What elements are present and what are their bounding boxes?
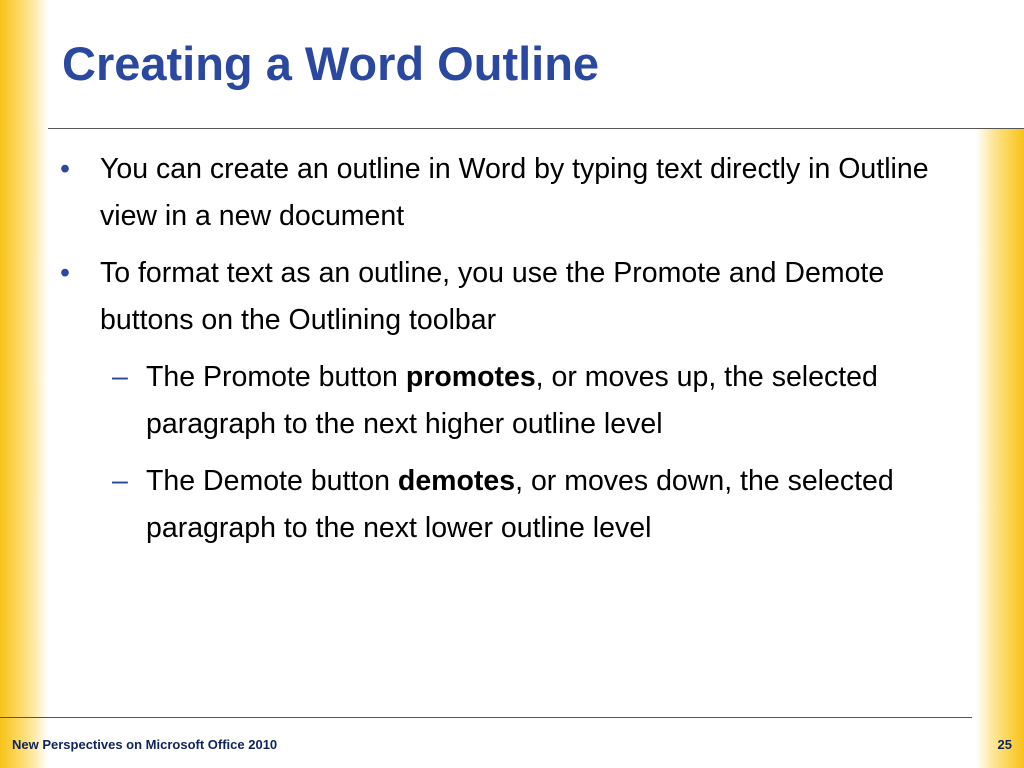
sub-bullet-text-before: The Promote button bbox=[146, 361, 406, 393]
sub-bullet-item bbox=[56, 354, 981, 448]
page-number: 25 bbox=[997, 737, 1012, 752]
bullet-marker: • bbox=[60, 257, 70, 289]
footer-divider bbox=[0, 717, 972, 718]
slide-title: Creating a Word Outline bbox=[62, 37, 600, 90]
sub-bullet-text-after: , or moves up, the selected paragraph to the next higher outline level bbox=[146, 361, 878, 440]
bullet-item bbox=[56, 146, 981, 240]
bullet-text: You can create an outline in Word by typing text directly in Outline view in a new document bbox=[100, 153, 929, 232]
title-divider bbox=[48, 128, 1024, 129]
sub-bullet-marker: – bbox=[112, 361, 128, 393]
slide-body bbox=[56, 146, 981, 562]
footer-source: New Perspectives on Microsoft Office 2010 bbox=[12, 737, 278, 752]
sub-bullet-text-before: The Demote button bbox=[146, 465, 398, 497]
sub-bullet-emphasis: promotes bbox=[405, 361, 536, 393]
bullet-marker: • bbox=[60, 153, 70, 185]
sub-bullet-item bbox=[56, 458, 981, 552]
sub-bullet-text-after: , or moves down, the selected paragraph to the next lower outline level bbox=[146, 465, 894, 544]
left-accent-stripe bbox=[0, 0, 48, 768]
sub-bullet-marker: – bbox=[112, 465, 128, 497]
bullet-text: To format text as an outline, you use the Promote and Demote buttons on the Outlining toolbar bbox=[100, 257, 885, 336]
bullet-item bbox=[56, 250, 981, 344]
sub-bullet-emphasis: demotes bbox=[397, 465, 516, 497]
right-accent-stripe bbox=[976, 128, 1024, 768]
